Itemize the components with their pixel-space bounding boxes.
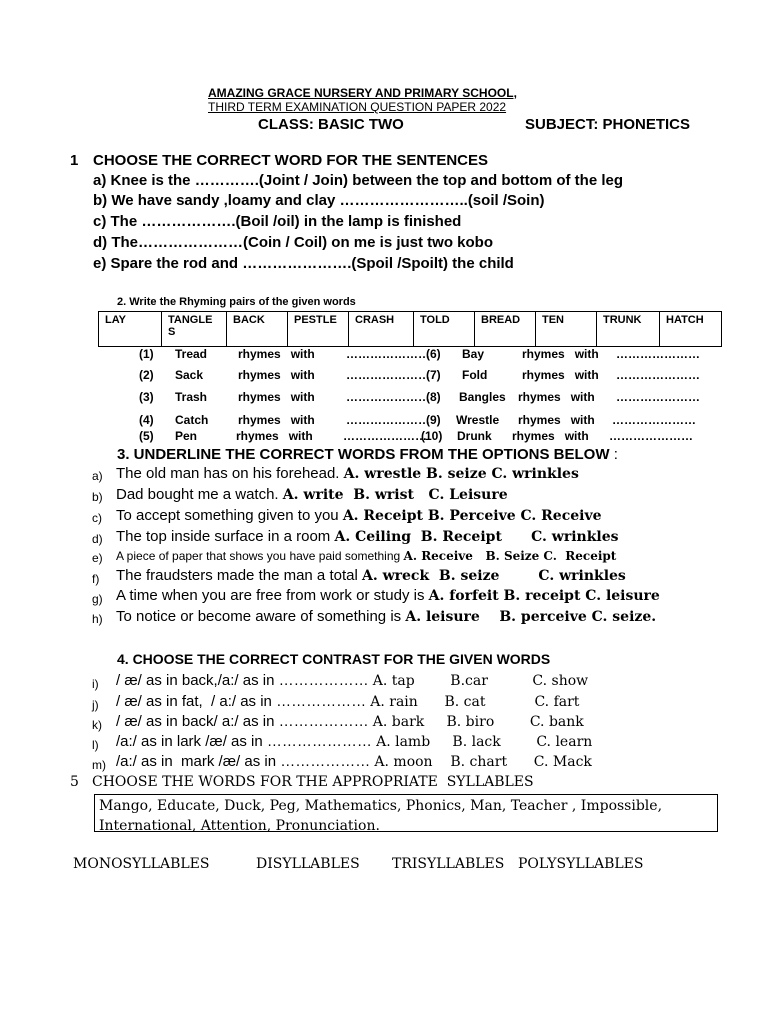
question-text: Dad bought me a watch. <box>116 486 279 503</box>
rhyme-word: Bay <box>462 347 485 361</box>
rhymes-with: rhymes with <box>238 368 315 382</box>
q3-item-f <box>116 567 626 584</box>
rhyme-word-cell: LAY <box>99 312 162 347</box>
question-text: / æ/ as in back,/a:/ as in ……………… <box>116 672 369 689</box>
question-text: A time when you are free from work or study is <box>116 587 425 604</box>
category-trisyllables: TRISYLLABLES <box>392 856 505 872</box>
question-text: /a:/ as in lark /æ/ as in ………………… <box>116 733 372 750</box>
q3-letter: b) <box>92 490 103 504</box>
category-disyllables: DISYLLABLES <box>256 856 360 872</box>
rhyme-word-cell: TEN <box>536 312 597 347</box>
q1-number: 1 <box>70 152 79 169</box>
q3-item-a <box>116 465 579 482</box>
rhymes-with: rhymes with <box>518 413 595 427</box>
answer-blank[interactable]: ………………… <box>343 429 427 443</box>
question-text: The old man has on his forehead. <box>116 465 340 482</box>
answer-options[interactable]: A. wrestle B. seize C. wrinkles <box>343 466 579 482</box>
rhyme-word: Pen <box>175 429 198 443</box>
rhyme-number: (8) <box>426 390 441 404</box>
subject-label: SUBJECT: PHONETICS <box>525 116 691 133</box>
q1-item-e: e) Spare the rod and ………………….(Spoil /Spoilt) the child <box>93 255 514 272</box>
rhyme-word: Wrestle <box>456 413 500 427</box>
q3-item-b <box>116 486 508 503</box>
rhyme-number: (4) <box>139 413 154 427</box>
answer-blank[interactable]: ………………… <box>346 390 430 404</box>
q3-item-d <box>116 528 619 545</box>
q3-item-c <box>116 507 602 524</box>
question-text: To accept something given to you <box>116 507 339 524</box>
q3-letter: c) <box>92 511 102 525</box>
rhymes-with: rhymes with <box>522 347 599 361</box>
answer-options[interactable]: A. write B. wrist C. Leisure <box>282 487 508 503</box>
q1-item-a: a) Knee is the ………….(Joint / Join) between the top and bottom of the leg <box>93 172 624 189</box>
question-text: The top inside surface in a room <box>116 528 331 545</box>
q3-item-g <box>116 587 660 604</box>
rhyme-word-cell: HATCH <box>660 312 722 347</box>
question-text: To notice or become aware of something is <box>116 608 402 625</box>
q2-title: 2. Write the Rhyming pairs of the given words <box>117 296 356 308</box>
answer-blank[interactable]: ………………… <box>346 413 430 427</box>
school-name: AMAZING GRACE NURSERY AND PRIMARY SCHOOL, <box>208 86 517 100</box>
rhymes-with: rhymes with <box>238 347 315 361</box>
answer-options[interactable]: A. Receive B. Seize C. Receipt <box>403 549 617 563</box>
q3-letter: a) <box>92 469 103 483</box>
rhyme-word-cell: BREAD <box>475 312 536 347</box>
answer-blank[interactable]: ………………… <box>616 368 700 382</box>
rhymes-with: rhymes with <box>512 429 589 443</box>
rhyme-word-cell: TANGLE S <box>162 312 227 347</box>
q3-letter: h) <box>92 612 103 626</box>
rhyme-number: (7) <box>426 368 441 382</box>
category-polysyllables: POLYSYLLABLES <box>518 856 644 872</box>
answer-options[interactable]: A. leisure B. perceive C. seize. <box>405 609 657 625</box>
rhyme-number: (1) <box>139 347 154 361</box>
rhymes-with: rhymes with <box>522 368 599 382</box>
rhyme-word-cell: CRASH <box>349 312 414 347</box>
answer-options[interactable]: A. rain B. cat C. fart <box>370 694 580 710</box>
word-bank-line: Mango, Educate, Duck, Peg, Mathematics, Phonics, Man, Teacher , Impossible, <box>99 798 663 814</box>
question-text: / æ/ as in back/ a:/ as in ……………… <box>116 713 369 730</box>
q1-item-d: d) The…………………(Coin / Coil) on me is just two kobo <box>93 234 493 251</box>
exam-title: THIRD TERM EXAMINATION QUESTION PAPER 2022 <box>208 100 507 114</box>
category-monosyllables: MONOSYLLABLES <box>73 856 210 872</box>
answer-blank[interactable]: ………………… <box>346 368 430 382</box>
answer-blank[interactable]: ………………… <box>609 429 693 443</box>
word-bank-line: International, Attention, Pronunciation. <box>99 818 380 834</box>
q1-title: CHOOSE THE CORRECT WORD FOR THE SENTENCES <box>93 152 489 169</box>
q4-letter: j) <box>92 698 99 712</box>
q4-item-j <box>116 693 579 710</box>
rhyme-word: Catch <box>175 413 209 427</box>
rhyme-word: Sack <box>175 368 204 382</box>
q4-item-m <box>116 753 592 770</box>
rhyme-number: (3) <box>139 390 154 404</box>
rhymes-with: rhymes with <box>238 413 315 427</box>
answer-options[interactable]: A. bark B. biro C. bank <box>372 714 584 730</box>
question-text: The fraudsters made the man a total <box>116 567 358 584</box>
rhyme-word-cell: BACK <box>227 312 288 347</box>
answer-options[interactable]: A. Ceiling B. Receipt C. wrinkles <box>334 529 619 545</box>
answer-options[interactable]: A. moon B. chart C. Mack <box>374 754 592 770</box>
q4-item-k <box>116 713 584 730</box>
q3-letter: g) <box>92 592 103 606</box>
rhymes-with: rhymes with <box>236 429 313 443</box>
rhyme-word: Bangles <box>459 390 506 404</box>
answer-options[interactable]: A. wreck B. seize C. wrinkles <box>361 568 626 584</box>
answer-options[interactable]: A. tap B.car C. show <box>372 673 589 689</box>
rhyme-word: Drunk <box>457 429 492 443</box>
q3-item-h <box>116 608 656 625</box>
q4-title: 4. CHOOSE THE CORRECT CONTRAST FOR THE GIVEN WORDS <box>117 651 551 667</box>
q4-item-l <box>116 733 592 750</box>
answer-blank[interactable]: ………………… <box>616 390 700 404</box>
rhyme-number: (5) <box>139 429 154 443</box>
q1-item-b: b) We have sandy ,loamy and clay ……………………..(soil /Soin) <box>93 192 545 209</box>
q4-letter: l) <box>92 738 99 752</box>
question-text: A piece of paper that shows you have paid something <box>116 549 401 563</box>
q3-title-text: 3. UNDERLINE THE CORRECT WORDS FROM THE OPTIONS BELOW <box>117 446 610 463</box>
rhyme-number: (10) <box>421 429 443 443</box>
word-bank-box <box>94 794 718 832</box>
rhyme-word: Trash <box>175 390 208 404</box>
rhyme-number: (2) <box>139 368 154 382</box>
q5-title: CHOOSE THE WORDS FOR THE APPROPRIATE SYLLABLES <box>92 774 534 790</box>
answer-options[interactable]: A. forfeit B. receipt C. leisure <box>428 588 660 604</box>
rhyme-number: (9) <box>426 413 441 427</box>
question-text: /a:/ as in mark /æ/ as in ……………… <box>116 753 371 770</box>
q4-letter: i) <box>92 677 99 691</box>
answer-blank[interactable]: ………………… <box>346 347 430 361</box>
class-label: CLASS: BASIC TWO <box>258 116 404 133</box>
rhyme-word: Tread <box>175 347 208 361</box>
answer-options[interactable]: A. Receipt B. Perceive C. Receive <box>342 508 602 524</box>
q4-letter: k) <box>92 718 102 732</box>
q4-letter: m) <box>92 758 106 772</box>
rhymes-with: rhymes with <box>238 390 315 404</box>
question-text: / æ/ as in fat, / a:/ as in ……………… <box>116 693 367 710</box>
answer-blank[interactable]: ………………… <box>616 347 700 361</box>
q3-title <box>117 446 618 463</box>
q3-letter: d) <box>92 532 103 546</box>
q3-letter: e) <box>92 551 103 565</box>
q3-item-e <box>116 549 616 563</box>
answer-blank[interactable]: ………………… <box>612 413 696 427</box>
rhyme-word-cell: TRUNK <box>597 312 660 347</box>
q1-item-c: c) The ……………….(Boil /oil) in the lamp is finished <box>93 213 462 230</box>
rhyme-word-table <box>98 311 722 347</box>
rhyme-word-cell: PESTLE <box>288 312 349 347</box>
rhyme-number: (6) <box>426 347 441 361</box>
rhymes-with: rhymes with <box>518 390 595 404</box>
rhyme-word-cell: TOLD <box>414 312 475 347</box>
q3-title-colon: : <box>613 446 618 463</box>
q4-item-i <box>116 672 588 689</box>
rhyme-word: Fold <box>462 368 488 382</box>
q3-letter: f) <box>92 572 100 586</box>
answer-options[interactable]: A. lamb B. lack C. learn <box>376 734 593 750</box>
q5-number: 5 <box>70 774 79 790</box>
